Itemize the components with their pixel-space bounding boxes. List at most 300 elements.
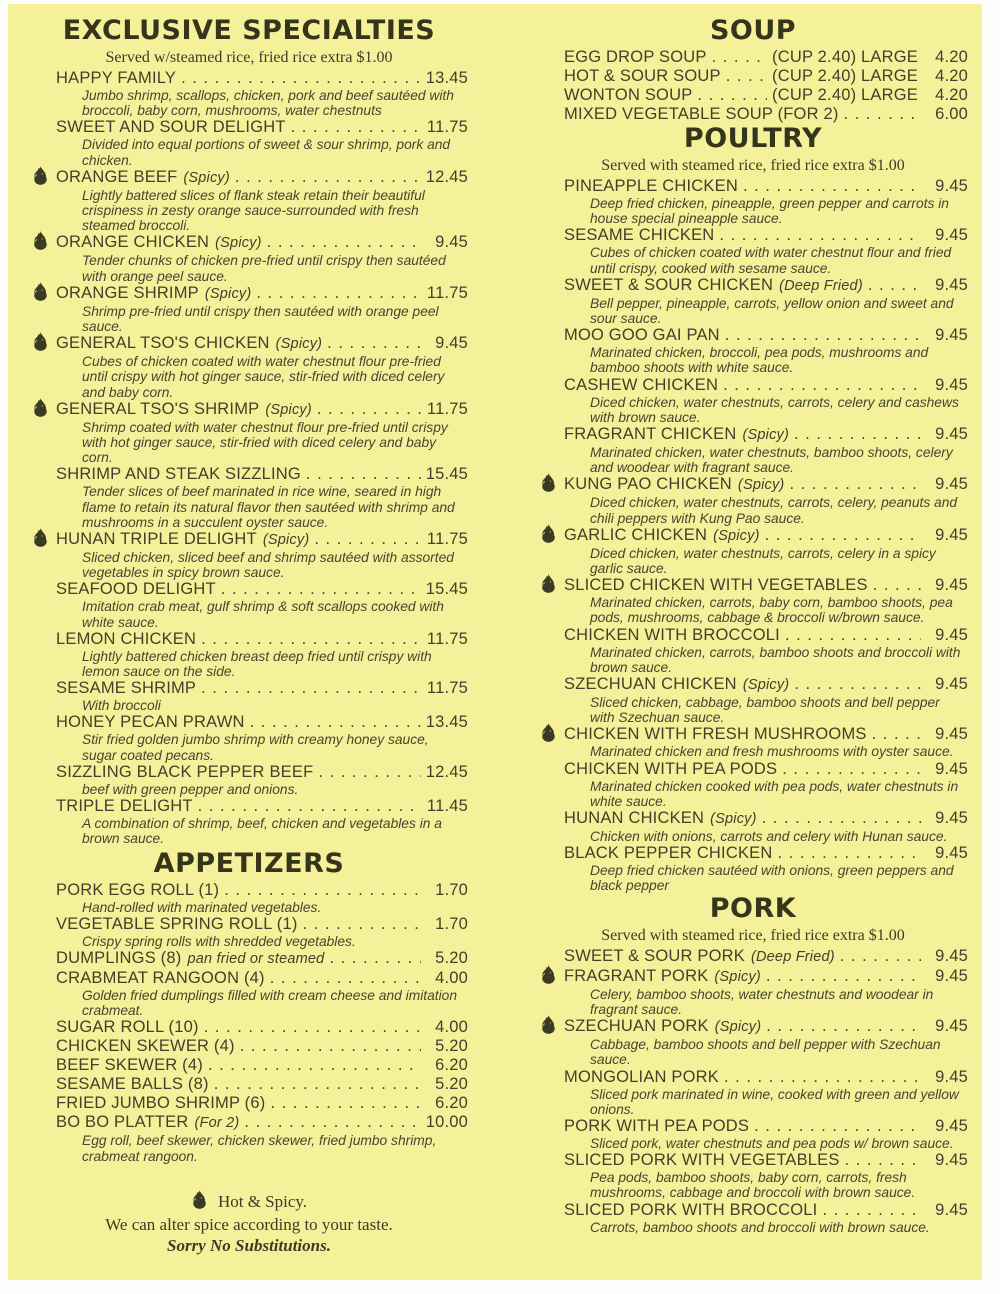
item-name: HUNAN CHICKEN (564, 809, 705, 828)
poultry-title: POULTRY (683, 123, 823, 154)
menu-item (30, 881, 468, 915)
item-price: 1.70 (435, 914, 468, 933)
menu-item (538, 526, 968, 576)
menu-item (538, 1068, 968, 1117)
item-price: 9.45 (935, 675, 968, 694)
dot-leader (754, 1117, 921, 1136)
item-price: 9.45 (435, 334, 468, 353)
dot-leader (318, 763, 420, 782)
menu-item-line (30, 465, 468, 484)
item-name: FRAGRANT CHICKEN (564, 425, 737, 444)
dot-leader (291, 118, 421, 137)
dot-leader (240, 1037, 421, 1056)
dot-leader (267, 233, 421, 252)
item-description: Diced chicken, water chestnuts, carrots, celery, peanuts and chili peppers with Kung Pao sauce. (590, 495, 958, 526)
menu-item (538, 1117, 968, 1151)
item-price: 13.45 (425, 713, 468, 732)
soup-items (538, 48, 968, 124)
item-name: SWEET & SOUR CHICKEN (564, 275, 774, 294)
menu-item-line (30, 580, 468, 599)
menu-item (30, 233, 468, 283)
dot-leader (766, 967, 921, 986)
soup-title: SOUP (709, 15, 797, 46)
item-name: BO BO PLATTER (56, 1113, 189, 1132)
item-description: Stir fried golden jumbo shrimp with creamy honey sauce, sugar coated pecans. (82, 732, 429, 763)
item-price: 9.45 (935, 1067, 968, 1086)
menu-item-line (30, 118, 468, 137)
menu-item (30, 118, 468, 167)
menu-item-line (538, 1201, 968, 1220)
item-description: Carrots, bamboo shoots and broccoli with brown sauce. (590, 1219, 930, 1235)
item-name: PINEAPPLE CHICKEN (564, 177, 738, 195)
item-price: 12.45 (425, 167, 468, 186)
section-appetizers (30, 849, 468, 1164)
item-price: 9.45 (935, 475, 968, 494)
menu-item (30, 1037, 468, 1056)
item-name: FRIED JUMBO SHRIMP (6) (56, 1094, 266, 1113)
hot-spicy-flame-icon (540, 574, 557, 593)
item-name: TRIPLE DELIGHT (56, 797, 193, 816)
dot-leader (221, 580, 421, 599)
item-price: 9.45 (935, 576, 968, 595)
item-description: Shrimp coated with water chestnut flour pre-fried until crispy with hot ginger sauce, stir-fried with diced celery and baby corn. (82, 419, 448, 466)
item-price: 9.45 (935, 326, 968, 345)
dot-leader (270, 969, 421, 988)
menu-item (30, 679, 468, 713)
item-name: SHRIMP AND STEAK SIZZLING (56, 465, 301, 484)
menu-item (30, 69, 468, 118)
item-description: Shrimp pre-fried until crispy then sautéed with orange peel sauce. (82, 303, 439, 335)
item-description: Lightly battered chicken breast deep fried until crispy with lemon sauce on the side. (82, 648, 432, 680)
dot-leader (844, 105, 921, 124)
hot-spicy-flame-icon (32, 528, 49, 547)
menu-item-line (538, 276, 968, 296)
menu-item-line (538, 576, 968, 595)
dot-leader (782, 760, 921, 779)
item-name: CHICKEN WITH BROCCOLI (564, 625, 780, 644)
menu-item (538, 1017, 968, 1067)
hot-spicy-flame-icon (540, 1015, 557, 1034)
item-note: (Spicy) (713, 527, 760, 544)
item-name: WONTON SOUP (564, 86, 693, 104)
item-note: (Spicy) (275, 336, 323, 353)
menu-item (30, 1113, 468, 1163)
dot-leader (250, 713, 421, 732)
item-price: 9.45 (935, 844, 968, 863)
item-description: Deep fried chicken, pineapple, green pepper and carrots in house special pineapple sauce. (590, 196, 949, 227)
menu-item-line (538, 1151, 968, 1170)
dot-leader (697, 86, 767, 105)
menu-item (538, 326, 968, 375)
item-name: ORANGE BEEF (56, 167, 178, 186)
menu-item-line (30, 797, 468, 816)
item-price: 9.45 (935, 375, 968, 394)
menu-item (538, 425, 968, 475)
item-price: 10.00 (425, 1113, 468, 1132)
item-price: 4.20 (935, 48, 968, 66)
menu-item (538, 226, 968, 275)
section-soup (538, 16, 968, 124)
dot-leader (303, 915, 421, 934)
item-name: SZECHUAN PORK (564, 1017, 709, 1036)
dot-leader (270, 1094, 421, 1113)
item-note: (Spicy) (183, 169, 230, 186)
menu-item (538, 475, 968, 525)
item-description: Cubes of chicken coated with water chestnut flour and fried until crispy, cooked with sesame sauce. (590, 245, 952, 276)
item-price: 6.00 (935, 105, 968, 123)
menu-item (538, 376, 968, 425)
item-description: Tender chunks of chicken pre-fried until crispy then sautéed with orange peel sauce. (82, 253, 446, 284)
menu-item (30, 1094, 468, 1113)
exclusive-specialties-subtitle: Served w/steamed rice, fried rice extra $1.00 (105, 49, 393, 66)
item-price: 9.45 (935, 1151, 968, 1170)
menu-item (30, 1075, 468, 1094)
item-price: 9.45 (935, 1017, 968, 1036)
dot-leader (766, 1017, 921, 1036)
hot-spicy-flame-icon (540, 723, 557, 742)
item-description: beef with green pepper and onions. (82, 781, 299, 797)
menu-item-line (538, 760, 968, 779)
item-description: Golden fried dumplings filled with cream cheese and imitation crabmeat. (82, 987, 458, 1019)
menu-item (30, 949, 468, 969)
item-price: 15.45 (425, 580, 468, 599)
dot-leader (314, 530, 421, 549)
menu-item (538, 675, 968, 725)
item-price: 4.20 (935, 67, 968, 85)
menu-item-line (30, 69, 468, 88)
item-name: FRAGRANT PORK (564, 966, 709, 985)
menu-item (538, 626, 968, 675)
dot-leader (224, 881, 421, 900)
item-price: 9.45 (935, 275, 968, 294)
item-description: Hand-rolled with marinated vegetables. (82, 899, 322, 915)
exclusive-specialties-title: EXCLUSIVE SPECIALTIES (62, 15, 436, 46)
hot-spicy-flame-icon (32, 398, 49, 417)
menu-item (30, 1056, 468, 1075)
dot-leader (723, 376, 921, 395)
menu-item (30, 465, 468, 530)
item-name: SWEET AND SOUR DELIGHT (56, 118, 286, 137)
appetizers-items (30, 881, 468, 1164)
menu-item (538, 760, 968, 809)
item-note: (Deep Fried) (750, 948, 835, 965)
poultry-items (538, 177, 968, 894)
item-name: DUMPLINGS (8) (56, 948, 182, 967)
poultry-subtitle: Served with steamed rice, fried rice extra $1.00 (601, 157, 905, 174)
dot-leader (873, 576, 921, 595)
hot-spicy-flame-icon (32, 332, 49, 351)
menu-item-line (30, 1056, 468, 1075)
hot-spicy-legend (30, 1190, 468, 1214)
dot-leader (765, 526, 921, 545)
item-name: CHICKEN SKEWER (4) (56, 1037, 235, 1056)
appetizers-title: APPETIZERS (153, 847, 345, 879)
item-name: CHICKEN WITH FRESH MUSHROOMS (564, 725, 867, 744)
menu-footer (30, 1190, 468, 1256)
menu-item-line (538, 425, 968, 445)
item-price: 9.45 (935, 177, 968, 195)
item-price: 9.45 (935, 759, 968, 778)
dot-leader (725, 326, 921, 345)
item-price: 11.75 (426, 629, 468, 648)
dot-leader (244, 1113, 420, 1132)
item-name: SLICED PORK WITH VEGETABLES (564, 1151, 840, 1170)
item-note: (Spicy) (215, 235, 262, 252)
item-price: 6.20 (435, 1094, 468, 1113)
dot-leader (712, 48, 767, 67)
item-price: 5.20 (435, 948, 468, 967)
item-name: HONEY PECAN PRAWN (56, 713, 245, 732)
item-name: SZECHUAN CHICKEN (564, 675, 737, 694)
menu-item (538, 1151, 968, 1200)
menu-item-line (30, 233, 468, 253)
item-note: (For 2) (194, 1115, 240, 1132)
dot-leader (743, 177, 921, 196)
item-cup-size: (CUP 2.40) LARGE (772, 86, 918, 104)
left-column (30, 16, 468, 1256)
menu-item (30, 284, 468, 334)
item-name: HAPPY FAMILY (56, 69, 177, 87)
dot-leader (235, 168, 421, 187)
item-note: (Deep Fried) (779, 277, 863, 294)
dot-leader (868, 276, 921, 295)
item-note: (Spicy) (265, 401, 312, 418)
item-price: 6.20 (435, 1056, 468, 1075)
pork-title: PORK (709, 892, 797, 924)
dot-leader (777, 844, 921, 863)
hot-spicy-flame-icon (540, 524, 557, 543)
item-description: Lightly battered slices of flank steak retain their beautiful crispiness in zesty orange sauce-surrounded with fresh steamed broccoli. (82, 187, 425, 234)
dot-leader (317, 400, 421, 419)
hot-spicy-flame-icon (191, 1190, 208, 1209)
item-note: (Spicy) (737, 477, 785, 494)
item-price: 11.45 (426, 797, 468, 816)
item-price: 4.00 (435, 1018, 468, 1037)
dot-leader (845, 1151, 921, 1170)
dot-leader (256, 284, 421, 303)
menu-item (30, 630, 468, 679)
item-price: 4.00 (435, 968, 468, 987)
item-description: Marinated chicken cooked with pea pods, water chestnuts in white sauce. (590, 778, 959, 809)
item-price: 9.45 (935, 1116, 968, 1135)
hot-spicy-flame-icon (32, 231, 49, 250)
item-name: MONGOLIAN PORK (564, 1067, 719, 1086)
menu-item (30, 1018, 468, 1037)
item-note: (Spicy) (742, 427, 790, 444)
menu-item-line (30, 949, 468, 969)
menu-item-line (538, 475, 968, 495)
item-price: 9.45 (935, 966, 968, 985)
menu-item (538, 967, 968, 1017)
item-price: 9.45 (935, 725, 968, 744)
dot-leader (208, 1056, 421, 1075)
item-description: Cubes of chicken coated with water chestnut flour pre-fried until crispy with hot ginger sauce, stir-fried with diced celery and baby corn. (82, 354, 445, 400)
exclusive-specialties-items (30, 69, 468, 847)
dot-leader (726, 67, 767, 86)
item-price: 9.45 (935, 1200, 968, 1219)
menu-item-line (538, 48, 968, 67)
item-description: Marinated chicken, carrots, bamboo shoots and broccoli with brown sauce. (590, 644, 961, 675)
menu-item (30, 580, 468, 629)
item-description: Crispy spring rolls with shredded vegetables. (82, 933, 356, 949)
section-poultry (538, 124, 968, 894)
dot-leader (327, 334, 421, 353)
menu-item (30, 713, 468, 762)
menu-item-line (30, 334, 468, 354)
item-description: Marinated chicken, carrots, baby corn, bamboo shoots, pea pods, mushrooms, cabbage & broccoli w/brown sauce. (590, 595, 953, 626)
hot-spicy-flame-icon (32, 166, 49, 185)
menu-item (30, 969, 468, 1018)
item-name: MOO GOO GAI PAN (564, 326, 720, 345)
item-name: ORANGE CHICKEN (56, 233, 210, 252)
item-price: 13.45 (425, 69, 468, 87)
menu-item (538, 86, 968, 105)
item-name: SLICED PORK WITH BROCCOLI (564, 1200, 818, 1219)
item-description: A combination of shrimp, beef, chicken and vegetables in a brown sauce. (82, 816, 442, 847)
dot-leader (794, 425, 921, 444)
item-description: Diced chicken, water chestnuts, carrots, celery in a spicy garlic sauce. (590, 545, 936, 577)
menu-item (30, 168, 468, 234)
item-price: 12.45 (425, 762, 468, 781)
menu-item-line (538, 86, 968, 105)
menu-item (30, 915, 468, 949)
menu-item-line (538, 526, 968, 546)
menu-item (538, 809, 968, 844)
item-name: CASHEW CHICKEN (564, 375, 719, 394)
hot-spicy-flame-icon (540, 965, 557, 984)
item-name: SESAME BALLS (8) (56, 1075, 209, 1094)
item-price: 11.75 (426, 399, 468, 418)
dot-leader (872, 725, 921, 744)
item-name: BEEF SKEWER (4) (56, 1056, 203, 1075)
pork-subtitle: Served with steamed rice, fried rice extra $1.00 (601, 926, 905, 944)
dot-leader (181, 69, 421, 88)
menu-item-line (30, 969, 468, 988)
menu-item (538, 947, 968, 967)
item-name: KUNG PAO CHICKEN (564, 475, 732, 494)
hot-spicy-label: Hot & Spicy. (217, 1192, 308, 1212)
item-name: SIZZLING BLACK PEPPER BEEF (56, 762, 314, 781)
item-note: (Spicy) (204, 285, 252, 302)
item-note: (Spicy) (710, 811, 757, 828)
menu-item (538, 1201, 968, 1235)
item-name: EGG DROP SOUP (564, 48, 707, 66)
no-substitutions-note: Sorry No Substitutions. (167, 1235, 331, 1255)
menu-item-line (538, 105, 968, 124)
dot-leader (198, 797, 421, 816)
item-name: SWEET & SOUR PORK (564, 946, 745, 965)
menu-item-line (538, 177, 968, 196)
item-price: 9.45 (935, 226, 968, 245)
item-price: 11.75 (426, 679, 468, 698)
menu-item-line (30, 1037, 468, 1056)
item-name: HUNAN TRIPLE DELIGHT (56, 530, 257, 549)
menu-item (538, 67, 968, 86)
item-cup-size: (CUP 2.40) LARGE (772, 67, 918, 85)
dot-leader (724, 1068, 921, 1087)
item-description: With broccoli (82, 698, 161, 714)
menu-item (538, 48, 968, 67)
menu-item (538, 725, 968, 759)
alter-spice-note: We can alter spice according to your taste. (105, 1214, 393, 1234)
menu-item-line (30, 1113, 468, 1133)
pork-items (538, 947, 968, 1235)
menu-item-line (538, 725, 968, 744)
item-description: Sliced chicken, cabbage, bamboo shoots and bell pepper with Szechuan sauce. (590, 695, 940, 726)
menu-item-line (30, 915, 468, 934)
item-name: GENERAL TSO'S CHICKEN (56, 334, 270, 353)
item-price: 11.75 (426, 530, 468, 549)
right-column (538, 16, 968, 1256)
dot-leader (329, 949, 421, 968)
menu-item-line (538, 626, 968, 645)
item-description: Sliced chicken, sliced beef and shrimp sautéed with assorted vegetables in spicy brown sauce. (82, 550, 454, 581)
item-price: 9.45 (935, 525, 968, 544)
item-description: Imitation crab meat, gulf shrimp & soft scallops cooked with white sauce. (82, 599, 444, 630)
item-description: Divided into equal portions of sweet & sour shrimp, pork and chicken. (82, 137, 451, 168)
item-cup-size: (CUP 2.40) LARGE (772, 48, 918, 66)
hot-spicy-flame-icon (32, 282, 49, 301)
menu-item (30, 763, 468, 797)
item-price: 5.20 (435, 1075, 468, 1094)
item-description: Tender slices of beef marinated in rice wine, seared in high flame to retain its natural flavor then sautéed with shrimp and mushrooms in a succulent oyster sauce. (82, 484, 455, 530)
dot-leader (822, 1201, 921, 1220)
item-note: pan fried or steamed (187, 950, 325, 967)
dot-leader (840, 947, 921, 966)
item-note: (Spicy) (262, 532, 310, 549)
item-description: Egg roll, beef skewer, chicken skewer, fried jumbo shrimp, crabmeat rangoon. (82, 1133, 437, 1164)
menu-item-line (538, 376, 968, 395)
section-exclusive-specialties (30, 16, 468, 847)
dot-leader (762, 809, 921, 828)
item-name: SESAME CHICKEN (564, 226, 715, 245)
menu-item-line (538, 326, 968, 345)
dot-leader (306, 465, 421, 484)
menu-item-line (30, 630, 468, 649)
menu-item-line (538, 67, 968, 86)
item-name: GENERAL TSO'S SHRIMP (56, 399, 260, 418)
menu-item-line (30, 400, 468, 420)
item-note: (Spicy) (742, 677, 790, 694)
item-description: Marinated chicken, broccoli, pea pods, mushrooms and bamboo shoots with white sauce. (590, 345, 929, 376)
item-price: 9.45 (935, 625, 968, 644)
dot-leader (789, 475, 921, 494)
item-name: GARLIC CHICKEN (564, 525, 708, 544)
item-description: Celery, bamboo shoots, water chestnuts and woodear in fragrant sauce. (590, 986, 934, 1017)
menu-item-line (30, 679, 468, 698)
footer-flame-holder (191, 1190, 208, 1214)
item-description: Marinated chicken and fresh mushrooms with oyster sauce. (590, 744, 954, 760)
item-price: 5.20 (435, 1037, 468, 1056)
item-name: CRABMEAT RANGOON (4) (56, 968, 265, 987)
menu-item-line (30, 713, 468, 732)
item-name: SUGAR ROLL (10) (56, 1018, 199, 1037)
item-name: MIXED VEGETABLE SOUP (FOR 2) (564, 105, 839, 123)
menu-item-line (538, 1117, 968, 1136)
item-price: 9.45 (935, 809, 968, 828)
item-description: Sliced pork, water chestnuts and pea pods w/ brown sauce. (590, 1135, 954, 1151)
item-name: SESAME SHRIMP (56, 679, 197, 698)
menu-item-line (538, 947, 968, 967)
dot-leader (214, 1075, 421, 1094)
item-price: 9.45 (935, 425, 968, 444)
item-name: SLICED CHICKEN WITH VEGETABLES (564, 576, 868, 595)
item-description: Chicken with onions, carrots and celery with Hunan sauce. (590, 829, 948, 845)
item-description: Pea pods, bamboo shoots, baby corn, carrots, fresh mushrooms, cabbage and broccoli with brown sauce. (590, 1170, 916, 1201)
menu-item (30, 530, 468, 580)
item-name: CHICKEN WITH PEA PODS (564, 759, 778, 778)
item-description: Cabbage, bamboo shoots and bell pepper with Szechuan sauce. (590, 1037, 941, 1068)
